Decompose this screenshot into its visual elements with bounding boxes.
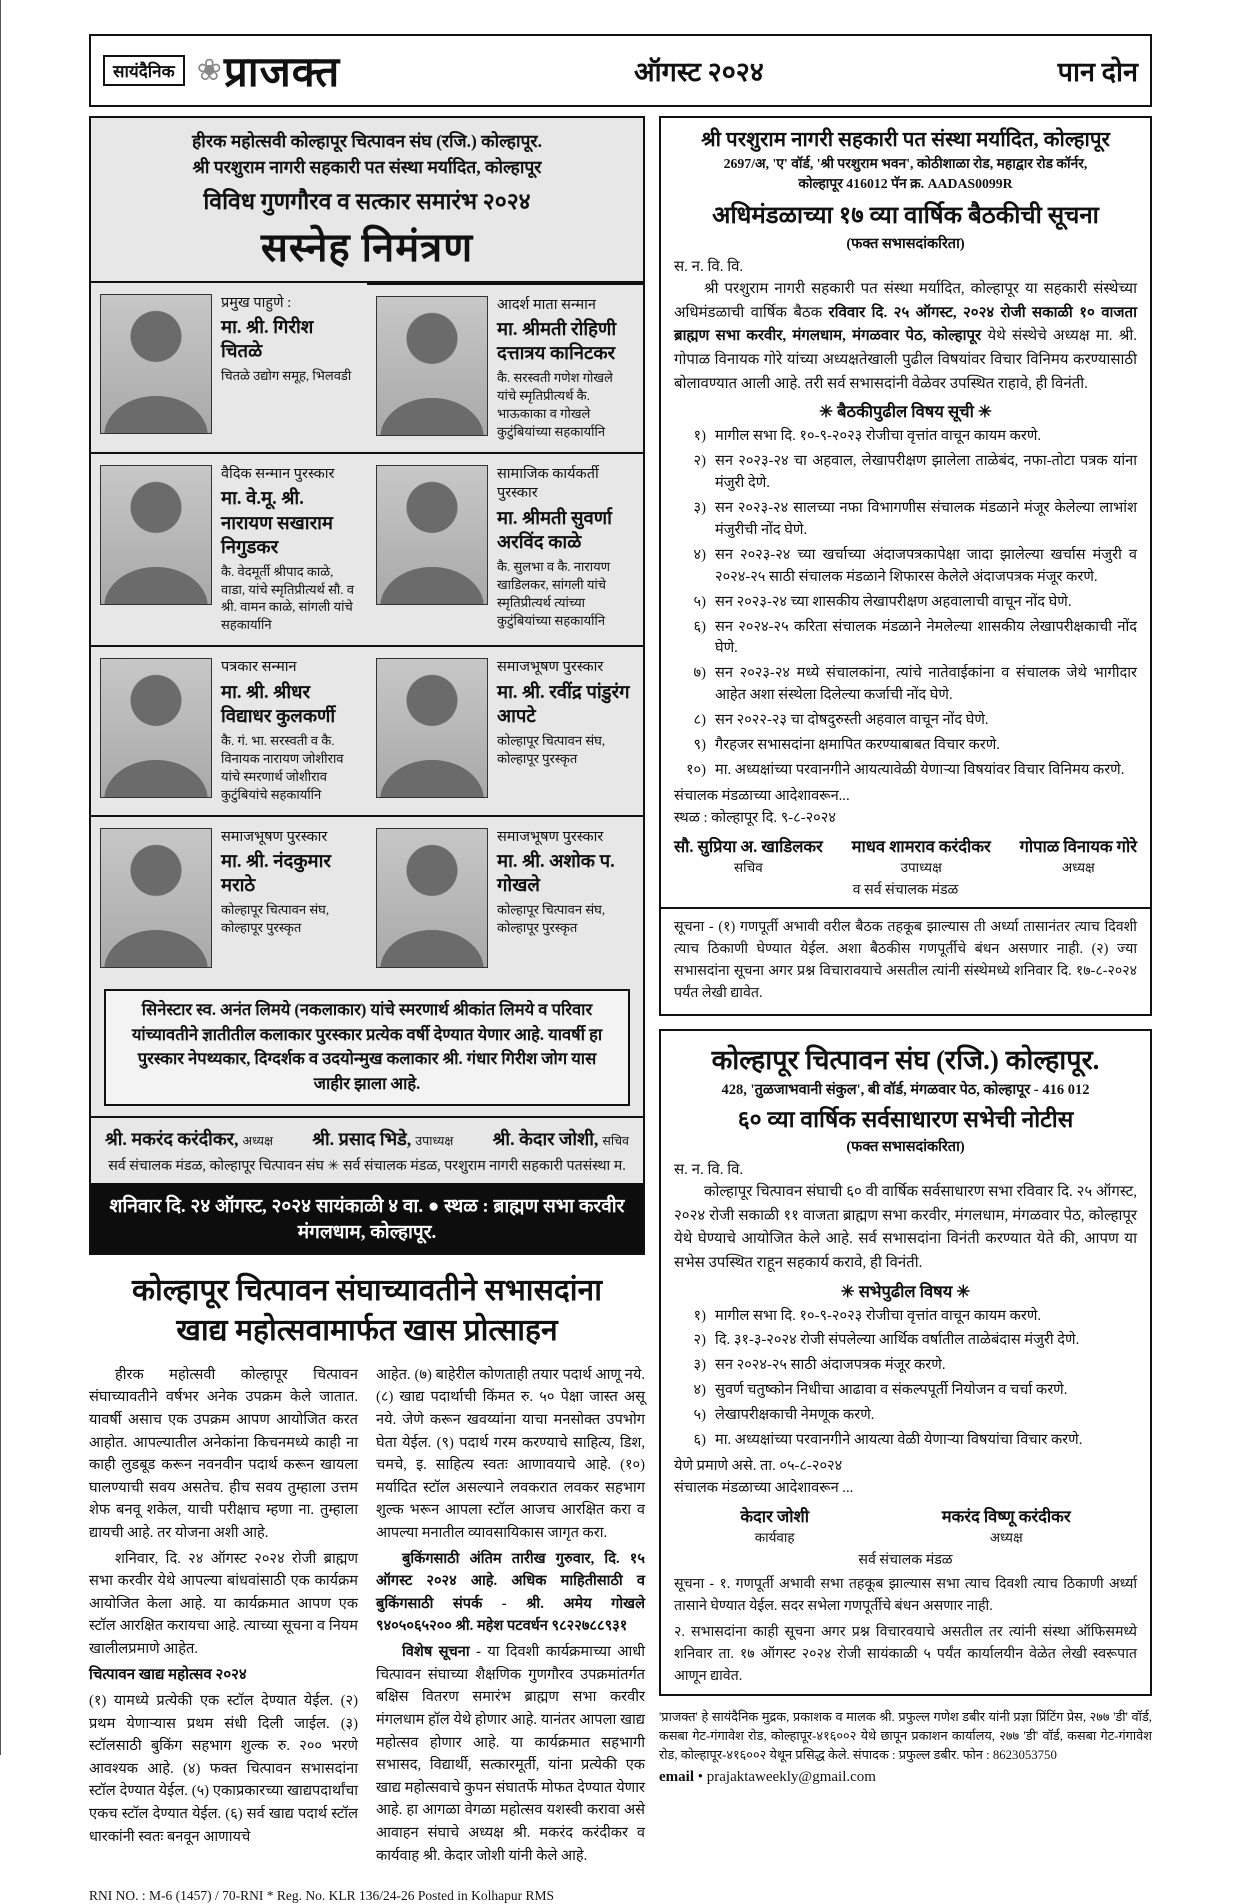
notice2-org: कोल्हापूर चित्पावन संघ (रजि.) कोल्हापूर. bbox=[711, 1044, 1100, 1075]
notice2-footnote-2: २. सभासदांना काही सूचना अगर प्रश्न विचारवयाचे असतील तर त्यांनी संस्था ऑफिसमध्ये शनिवार ता. १७ ऑगस्ट २०२४ रोजी सायंकाळी ५ पर्यंत कार्यालयीन वेळेत लेखी स्वरूपात आणून द्यावेत. bbox=[674, 1623, 1137, 1684]
special-note-label: विशेष सूचना - bbox=[402, 1644, 488, 1661]
honoree-entry bbox=[367, 452, 643, 645]
notice1-footnote: सूचना - (१) गणपूर्ती अभावी वरील बैठक तहकूब झाल्यास ती अर्ध्या तासानंतर त्याच दिवशी त्याच ठिकाणी घेण्यात येईल. अशा बैठकीस गणपूर्तीचे बंधन असणार नाही. (२) ज्या सभासदांना सूचना अगर प्रश्न विचारावयाचे असतील त्यांनी संस्थेमध्ये शनिवार दि. १७-८-२०२४ पर्यंत लेखी द्यावेत. bbox=[661, 907, 1150, 1007]
agenda-item-number: ६) bbox=[693, 1432, 706, 1449]
notice2-board-line: सर्व संचालक मंडळ bbox=[858, 1551, 953, 1568]
signatory-role: सचिव bbox=[734, 859, 763, 875]
agenda-item-number: ८) bbox=[693, 712, 706, 729]
email-bullet: • bbox=[697, 1769, 704, 1786]
agenda-item-text: दि. ३१-३-२०२४ रोजी संपलेल्या आर्थिक वर्षातील ताळेबंदास मंजुरी देणे. bbox=[715, 1332, 1080, 1349]
agenda-item-text: सन २०२२-२३ चा दोषदुरुस्ती अहवाल वाचून नोंद घेणे. bbox=[715, 712, 989, 729]
honoree-name: मा. श्रीमती सुवर्णा अरविंद काळे bbox=[497, 509, 612, 554]
article-special-note bbox=[376, 1641, 645, 1867]
article-paragraph: आहेत. (७) बाहेरील कोणताही तयार पदार्थ आणू नये. (८) खाद्य पदार्थाची किंमत रु. ५० पेक्षा जास्त असू नये. जेणे करून खवय्यांना याचा मनसोक्त उपभोग घेता येईल. (९) पदार्थ गरम करण्याचे साहित्य, डिश, चमचे, इ. साहित्य स्वतः आणावयाचे आहे. (१०) मर्यादित स्टॉल असल्याने लवकरात लवकर सहभाग शुल्क भरून आपला स्टॉल आजच आरक्षित करा व आपल्या मनातील व्यावसायिकास जागृत करा. bbox=[376, 1366, 645, 1542]
agenda-item bbox=[674, 735, 1137, 757]
agenda-item-text: मागील सभा दि. १०-९-२०२३ रोजीचा वृत्तांत वाचून कायम करणे. bbox=[715, 1307, 1042, 1324]
cinestar-award-note: सिनेस्टार स्व. अनंत लिमये (नकलाकार) यांचे स्मरणार्थ श्रीकांत लिमये व परिवार यांच्यावतीने ज्ञातीतील कलाकार पुरस्कार प्रत्येक वर्षी देण्यात येणार आहे. यावर्षी हा पुरस्कार नेपथ्यकार, दिग्दर्शक व उदयोन्मुख कलाकार श्री. गंधार गिरीश जोग यास जाहीर झाला आहे. bbox=[104, 989, 630, 1106]
signatory bbox=[942, 1504, 1071, 1546]
masthead bbox=[89, 34, 1152, 107]
email-address: prajaktaweekly@gmail.com bbox=[706, 1769, 876, 1786]
agenda-item-text: मा. अध्यक्षांच्या परवानगीने आयत्यावेळी येणाऱ्या विषयांवर विचार विनिमय करणे. bbox=[715, 761, 1125, 778]
food-festival-article bbox=[89, 1271, 645, 1870]
agenda-item-text: गैरहजर सभासदांना क्षमापित करण्याबाबत विचार करणे. bbox=[715, 737, 1000, 754]
signatory bbox=[674, 834, 823, 876]
agenda-item-text: सन २०२४-२५ साठी अंदाजपत्रक मंजूर करणे. bbox=[715, 1357, 946, 1374]
notice2-address: 428, 'तुळजाभवानी संकुल', बी वॉर्ड, मंगळवार पेठ, कोल्हापूर - 416 012 bbox=[721, 1081, 1090, 1098]
honoree-entry bbox=[91, 283, 367, 452]
honoree-award-title: समाजभूषण पुरस्कार bbox=[497, 659, 604, 676]
contact-email-line bbox=[659, 1769, 1152, 1786]
honoree-name: मा. वे.मू. श्री. नारायण सखाराम निगुडकर bbox=[221, 489, 333, 558]
publisher-imprint: 'प्राजक्त' हे सायंदैनिक मुद्रक, प्रकाशक व मालक श्री. प्रफुल्ल गणेश डबीर यांनी प्रज्ञा प्रिंटिंग प्रेस, २७७ 'डी' वॉर्ड, कसबा गेट-गंगावेश रोड, कोल्हापूर-४१६००२ येथे छापून प्रकाशन कार्यालय, २७७ 'डी' वॉर्ड, कसबा गेट-गंगावेश रोड, कोल्हापूर-४१६००२ येथून प्रसिद्ध केले. संपादक : प्रफुल्ल डबीर. फोन : 8623053750 bbox=[659, 1709, 1152, 1763]
article-columns bbox=[89, 1364, 645, 1870]
agenda-item-text: सन २०२४-२५ करिता संचालक मंडळाने नेमलेल्या शासकीय लेखापरीक्षकाची नोंद घेणे. bbox=[715, 618, 1137, 657]
honoree-award-title: समाजभूषण पुरस्कार bbox=[221, 828, 328, 845]
boards-line: सर्व संचालक मंडळ, कोल्हापूर चित्पावन संघ ✳ सर्व संचालक मंडळ, परशुराम नागरी सहकारी पतसंस्था म. bbox=[108, 1157, 626, 1174]
agenda-item bbox=[674, 545, 1137, 589]
left-column bbox=[89, 116, 645, 1904]
notice1-org: श्री परशुराम नागरी सहकारी पत संस्था मर्यादित, कोल्हापूर bbox=[701, 129, 1110, 151]
signatory-role: अध्यक्ष bbox=[1061, 859, 1095, 875]
agenda-item-number: ९) bbox=[693, 737, 706, 754]
agenda-item-number: १) bbox=[693, 428, 706, 445]
officer-name: श्री. प्रसाद भिडे, bbox=[312, 1128, 412, 1149]
agenda-item bbox=[674, 663, 1137, 707]
agenda-item-number: ४) bbox=[693, 1382, 706, 1399]
honoree-text bbox=[497, 658, 634, 803]
agenda-item-number: १) bbox=[693, 1307, 706, 1324]
agenda-item-text: सुवर्ण चतुष्कोन निधीचा आढावा व संकल्पपूर्ती नियोजन व चर्चा करणे. bbox=[715, 1382, 1068, 1399]
notice1-agenda-list bbox=[674, 426, 1137, 781]
honoree-name: मा. श्री. रवींद्र पांडुरंग आपटे bbox=[497, 682, 630, 727]
notice1-address-line2: कोल्हापूर 416012 पॅन क्र. AADAS0099R bbox=[798, 176, 1013, 192]
portrait-photo bbox=[100, 828, 212, 968]
newspaper-logo: प्राजक्त bbox=[223, 50, 341, 96]
agenda-item-number: ५) bbox=[693, 593, 706, 610]
agenda-item-text: सन २०२३-२४ मध्ये संचालकांना, त्यांचे नातेवाईकांना व संचालक जेथे भागीदार आहेत अशा संस्थेला दिलेल्या कर्जाची नोंद घेणे. bbox=[715, 665, 1137, 704]
agenda-item-text: मा. अध्यक्षांच्या परवानगीने आयत्या वेळी येणाऱ्या विषयांचा विचार करणे. bbox=[715, 1432, 1083, 1449]
agenda-item-text: सन २०२३-२४ चा अहवाल, लेखापरीक्षण झालेला ताळेबंद, नफा-तोटा पत्रक यांना मंजुरी देणे. bbox=[715, 453, 1137, 492]
honoree-detail: कै. सुलभा व कै. नारायण खाडिलकर, सांगली यांचे स्मृतिप्रीत्यर्थ त्यांच्या कुटुंबियांच्या सहकार्यानि bbox=[497, 559, 611, 628]
invitation-header bbox=[91, 118, 643, 283]
email-label: email bbox=[659, 1769, 694, 1786]
honoree-name: मा. श्रीमती रोहिणी दत्तात्रय कानिटकर bbox=[497, 320, 617, 365]
officer-role: अध्यक्ष bbox=[242, 1133, 273, 1148]
special-note-text: या दिवशी कार्यक्रमाच्या आधी चित्पावन संघाच्या शैक्षणिक गुणगौरव उपक्रमांतर्गत बक्षिस वितरण समारंभ ब्राह्मण सभा करवीर मंगलधाम हॉल येथे होणार आहे. यानंतर आपला खाद्य महोत्सव होणार आहे. या कार्यक्रमात सहभागी सभासद, विद्यार्थी, सत्कारमूर्ती, यांना प्रत्येकी एक खाद्य महोत्सवाचे कुपन संघातर्फे मोफत देण्यात येणार आहे. हा आगळा वेगळा महोत्सव यशस्वी करावा असे आवाहन संघाचे अध्यक्ष श्री. मकरंद करंदीकर व कार्यवाह श्री. केदार जोशी यांनी केले आहे. bbox=[376, 1644, 645, 1864]
article-column-1 bbox=[89, 1364, 358, 1870]
honoree-entry bbox=[367, 283, 643, 452]
notice1-place-date: स्थळ : कोल्हापूर दि. ९-८-२०२४ bbox=[674, 809, 836, 826]
honoree-text bbox=[497, 296, 634, 441]
notice2-date-line: येणे प्रमाणे असे. ता. ०५-८-२०२४ bbox=[674, 1457, 843, 1474]
agenda-item bbox=[674, 498, 1137, 542]
invitation-org-line1: हीरक महोत्सवी कोल्हापूर चित्पावन संघ (रजि.) कोल्हापूर. bbox=[192, 131, 542, 151]
officer bbox=[312, 1127, 453, 1151]
honoree-detail: चितळे उद्योग समूह, भिलवडी bbox=[221, 368, 352, 384]
honoree-detail: कोल्हापूर चित्पावन संघ, कोल्हापूर पुरस्कृत bbox=[497, 733, 606, 766]
honoree-text bbox=[221, 465, 358, 634]
portrait-photo bbox=[376, 658, 488, 798]
honoree-award-title: आदर्श माता सन्मान bbox=[497, 296, 596, 313]
article-booking-paragraph: बुकिंगसाठी अंतिम तारीख गुरुवार, दि. १५ ऑगस्ट २०२४ आहे. अधिक माहितीसाठी व बुकिंगसाठी संपर्क - श्री. अमेय गोखले ९४०५०६५२०० श्री. महेश पटवर्धन ९८२२७८८९३१ bbox=[376, 1550, 645, 1635]
notice2-salutation: स. न. वि. वि. bbox=[674, 1161, 744, 1178]
daily-label: सायंदैनिक bbox=[103, 55, 185, 86]
honoree-text bbox=[497, 465, 634, 634]
article-headline bbox=[89, 1271, 645, 1352]
officer-role: उपाध्यक्ष bbox=[415, 1133, 454, 1148]
notice1-intro-post: येथे संस्थेचे अध्यक्ष मा. श्री. गोपाळ विनायक गोरे यांच्या अध्यक्षतेखाली पुढील विषयांवर विचार विनिमय करण्यासाठी बोलावण्यात आली आहे. तरी सर्व सभासदांनी वेळेवर उपस्थित राहावे, ही विनंती. bbox=[674, 328, 1137, 392]
agenda-item-text: लेखापरीक्षकाची नेमणूक करणे. bbox=[715, 1407, 875, 1424]
honoree-award-title: पत्रकार सन्मान bbox=[221, 659, 297, 676]
honoree-award-title: प्रमुख पाहुणे : bbox=[221, 294, 292, 311]
honoree-award-title: वैदिक सन्मान पुरस्कार bbox=[221, 465, 335, 482]
portrait-photo bbox=[376, 296, 488, 436]
notice1-intro bbox=[674, 278, 1137, 396]
portrait-photo bbox=[100, 465, 212, 605]
notice2-signatories bbox=[674, 1504, 1137, 1546]
portrait-photo bbox=[376, 465, 488, 605]
notice1-board-line: व सर्व संचालक मंडळ bbox=[852, 881, 959, 898]
signatory-name: मकरंद विष्णू करंदीकर bbox=[941, 1506, 1071, 1526]
signatory-name: माधव शामराव करंदीकर bbox=[851, 836, 991, 856]
article-paragraph: हीरक महोत्सवी कोल्हापूर चित्पावन संघाच्यावतीने वर्षभर अनेक उपक्रम केले जातात. यावर्षी असाच एक उपक्रम आपण आयोजित करत आहोत. आपल्यातील अनेकांना किचनमध्ये काही ना काही लुडबूड करून नवनवीन पदार्थ करून खायला घालण्याची सवय असतेच. हीच सवय तुम्हाला उत्तम शेफ बनवू शकेल, याची परीक्षाच म्हणा ना. तुम्हाला द्यायची आहे. तर योजना अशी आहे. bbox=[89, 1366, 358, 1542]
edition-date: ऑगस्ट २०२४ bbox=[634, 57, 764, 87]
agenda-item-number: २) bbox=[693, 453, 706, 470]
agenda-item bbox=[674, 710, 1137, 732]
agenda-item bbox=[674, 1306, 1137, 1328]
officer bbox=[105, 1127, 273, 1151]
agenda-item-number: ३) bbox=[693, 1357, 706, 1374]
honoree-detail: कोल्हापूर चित्पावन संघ, कोल्हापूर पुरस्कृत bbox=[221, 902, 330, 936]
notice2-intro: कोल्हापूर चित्पावन संघाची ६० वी वार्षिक सर्वसाधारण सभा रविवार दि. २५ ऑगस्ट, २०२४ रोजी सकाळी ११ वाजता ब्राह्मण सभा करवीर, मंगलधाम, मंगळवार पेठ, कोल्हापूर येथे घेण्याचे आयोजित केले आहे. सर्व सभासदांना विनंती करण्यात येते की, आपण या सभेस उपस्थित राहून सहकार्य करावे, ही विनंती. bbox=[674, 1183, 1137, 1271]
notice1-title: अधिमंडळाच्या १७ व्या वार्षिक बैठकीची सूचना bbox=[712, 203, 1099, 230]
agenda-item-text: सन २०२३-२४ च्या शासकीय लेखापरीक्षण अहवालाची वाचून नोंद घेणे. bbox=[715, 593, 1072, 610]
invitation-box bbox=[89, 116, 645, 1255]
agenda-item-number: ४) bbox=[693, 546, 706, 563]
notice2-footnote-1: सूचना - १. गणपूर्ती अभावी सभा तहकूब झाल्यास सभा त्याच दिवशी त्याच ठिकाणी अर्ध्या तासाने घेण्यात येईल. सदर सभेला गणपूर्तीचे बंधन असणार नाही. bbox=[674, 1575, 1137, 1614]
notice1-agenda-title: ✳ बैठकीपुढील विषय सूची ✳ bbox=[819, 402, 992, 422]
invitation-event-line: विविध गुणगौरव व सत्कार समारंभ २०२४ bbox=[203, 188, 531, 214]
flower-icon: ❀ bbox=[196, 53, 222, 87]
agenda-item bbox=[674, 1380, 1137, 1402]
honoree-name: मा. श्री. अशोक प. गोखले bbox=[497, 852, 615, 897]
honoree-detail: कै. गं. भा. सरस्वती व कै. विनायक नारायण जोशीराव यांचे स्मरणार्थ जोशीराव कुटुंबियांचे सहकार्यानि bbox=[221, 733, 344, 802]
agenda-item bbox=[674, 1405, 1137, 1427]
invitation-org-line2: श्री परशुराम नागरी सहकारी पत संस्था मर्यादित, कोल्हापूर bbox=[192, 157, 542, 178]
signatory bbox=[740, 1504, 809, 1546]
signatory-name: सौ. सुप्रिया अ. खाडिलकर bbox=[674, 836, 823, 856]
agenda-item-number: ३) bbox=[693, 500, 706, 517]
honoree-detail: कै. सरस्वती गणेश गोखले यांचे स्मृतिप्रीत्यर्थ कै. भाऊकाका व गोखले कुटुंबियांच्या सहकार्यानि bbox=[497, 370, 613, 439]
honoree-entry bbox=[91, 645, 367, 814]
agenda-item-text: सन २०२३-२४ सालच्या नफा विभागणीस संचालक मंडळाने मंजूर केलेल्या लाभांश मंजुरीची नोंद घेणे. bbox=[715, 500, 1137, 539]
article-paragraph: शनिवार, दि. २४ ऑगस्ट २०२४ रोजी ब्राह्मण सभा करवीर येथे आपल्या बांधवांसाठी एक कार्यक्रम आयोजित केला आहे. या कार्यक्रमात आपण एक स्टॉल आरक्षित करायचा आहे. त्याच्या सूचना व नियम खालीलप्रमाणे आहेत. bbox=[89, 1550, 358, 1658]
notice1-intro-bold: रविवार दि. २५ ऑगस्ट, २०२४ रोजी सकाळी १० वाजता ब्राह्मण सभा करवीर, मंगलधाम, मंगळवार पेठ, कोल्हापूर bbox=[674, 304, 1137, 345]
honoree-text bbox=[221, 294, 358, 441]
signatory-role: अध्यक्ष bbox=[989, 1529, 1023, 1545]
honoree-entry bbox=[91, 452, 367, 645]
honoree-entry bbox=[91, 815, 367, 979]
honoree-name: मा. श्री. गिरीश चितळे bbox=[221, 318, 314, 363]
signatory-name: गोपाळ विनायक गोरे bbox=[1019, 836, 1137, 856]
agenda-item bbox=[674, 617, 1137, 661]
honoree-name: मा. श्री. श्रीधर विद्याधर कुलकर्णी bbox=[221, 682, 336, 727]
agenda-item-text: सन २०२३-२४ च्या खर्चाच्या अंदाजपत्रकापेक्षा जादा झालेल्या खर्चास मंजुरी व २०२४-२५ साठी संचालक मंडळाने शिफारस केलेले अंदाजपत्रक मंजूर करणे. bbox=[715, 546, 1137, 585]
notice2-agenda-title: ✳ सभेपुढील विषय ✳ bbox=[840, 1281, 971, 1301]
article-subhead: चित्पावन खाद्य महोत्सव २०२४ bbox=[89, 1666, 247, 1683]
honoree-text bbox=[221, 828, 358, 968]
notice2-title: ६० व्या वार्षिक सर्वसाधारण सभेची नोटीस bbox=[737, 1106, 1074, 1132]
agenda-item-number: २) bbox=[693, 1332, 706, 1349]
honoree-award-title: सामाजिक कार्यकर्ती पुरस्कार bbox=[497, 465, 599, 502]
honoree-award-title: समाजभूषण पुरस्कार bbox=[497, 828, 604, 845]
officer-role: सचिव bbox=[602, 1133, 629, 1148]
article-headline-line1: कोल्हापूर चित्पावन संघाच्यावतीने सभासदांना bbox=[132, 1273, 602, 1307]
portrait-photo bbox=[100, 294, 212, 434]
page-body bbox=[89, 116, 1152, 1904]
officer bbox=[493, 1127, 629, 1151]
notice1-intro-pre: श्री परशुराम नागरी सहकारी पत संस्था मर्यादित, कोल्हापूर या सहकारी संस्थेच्या अधिमंडळाची वार्षिक बैठक bbox=[674, 281, 1137, 321]
honoree-entry bbox=[367, 815, 643, 979]
signatory-name: केदार जोशी bbox=[740, 1506, 809, 1526]
credit-society-meeting-notice bbox=[659, 116, 1152, 1016]
portrait-photo bbox=[376, 828, 488, 968]
agenda-item bbox=[674, 592, 1137, 614]
agenda-item bbox=[674, 1430, 1137, 1452]
article-paragraph: (१) यामध्ये प्रत्येकी एक स्टॉल देण्यात येईल. (२) प्रथम येणाऱ्यास प्रथम संधी दिली जाईल. (३) स्टॉलसाठी बुकिंग सहभाग शुल्क रु. २०० भरणे आवश्यक आहे. (४) फक्त चित्पावन सभासदांना स्टॉल देण्यात येईल. (५) एकाप्रकारच्या खाद्यपदार्थांचा एकच स्टॉल देण्यात येईल. (६) सर्व खाद्य पदार्थ स्टॉल धारकांनी स्वतः बनवून आणायचे bbox=[89, 1692, 358, 1845]
notice2-agenda-list bbox=[674, 1306, 1137, 1452]
officers-section bbox=[91, 1116, 643, 1183]
notice2-order-line: संचालक मंडळाच्या आदेशावरून ... bbox=[674, 1479, 854, 1496]
notice1-address-line1: 2697/अ, 'ए' वॉर्ड, 'श्री परशुराम भवन', कोठीशाळा रोड, महाद्वार रोड कॉर्नर, bbox=[723, 155, 1088, 171]
officer-name: श्री. मकरंद करंदीकर, bbox=[105, 1128, 239, 1149]
agenda-item bbox=[674, 1355, 1137, 1377]
portrait-photo bbox=[100, 658, 212, 798]
officer-name: श्री. केदार जोशी, bbox=[492, 1128, 599, 1149]
rni-registration-line: RNI NO. : M-6 (1457) / 70-RNI * Reg. No. KLR 136/24-26 Posted in Kolhapur RMS bbox=[89, 1888, 554, 1904]
agenda-item bbox=[674, 760, 1137, 782]
agenda-item-number: १०) bbox=[685, 761, 706, 778]
agenda-item bbox=[674, 1330, 1137, 1352]
notice1-signatories bbox=[674, 834, 1137, 876]
signatory-role: कार्यवाह bbox=[754, 1529, 795, 1545]
notice1-order-line: संचालक मंडळाच्या आदेशावरून... bbox=[674, 787, 850, 804]
article-headline-line2: खाद्य महोत्सवामार्फत खास प्रोत्साहन bbox=[176, 1314, 558, 1348]
signatory bbox=[852, 834, 991, 876]
honoree-text bbox=[221, 658, 358, 803]
page-number-label: पान दोन bbox=[1057, 57, 1138, 87]
event-schedule-bar: शनिवार दि. २४ ऑगस्ट, २०२४ सायंकाळी ४ वा. ● स्थळ : ब्राह्मण सभा करवीर मंगलधाम, कोल्हापूर. bbox=[91, 1183, 643, 1253]
honoree-detail: कै. वेदमूर्ती श्रीपाद काळे, वाडा, यांचे स्मृतिप्रीत्यर्थ सौ. व श्री. वामन काळे, सांगली यांचे सहकार्यानि bbox=[221, 563, 354, 633]
signatory-role: उपाध्यक्ष bbox=[900, 859, 942, 875]
agenda-item-number: ६) bbox=[693, 618, 706, 635]
invitation-title: सस्नेह निमंत्रण bbox=[260, 224, 474, 270]
notice1-salutation: स. न. वि. वि. bbox=[674, 259, 744, 276]
honoree-text bbox=[497, 828, 634, 968]
agenda-item bbox=[674, 426, 1137, 448]
honoree-detail: कोल्हापूर चित्पावन संघ, कोल्हापूर पुरस्कृत bbox=[497, 902, 606, 936]
agenda-item-number: ७) bbox=[693, 665, 706, 682]
notice2-subtitle: (फक्त सभासदांकरिता) bbox=[846, 1138, 965, 1155]
notice1-subtitle: (फक्त सभासदांकरिता) bbox=[846, 236, 965, 253]
officers-row bbox=[105, 1127, 629, 1151]
honoree-grid bbox=[91, 283, 643, 979]
article-column-2 bbox=[376, 1364, 645, 1870]
right-column bbox=[659, 116, 1152, 1904]
honoree-entry bbox=[367, 645, 643, 814]
agenda-item bbox=[674, 451, 1137, 495]
signatory bbox=[1020, 834, 1137, 876]
agenda-item-number: ५) bbox=[693, 1407, 706, 1424]
honoree-name: मा. श्री. नंदकुमार मराठे bbox=[221, 852, 331, 897]
agenda-item-text: मागील सभा दि. १०-९-२०२३ रोजीचा वृत्तांत वाचून कायम करणे. bbox=[715, 428, 1042, 445]
chitpavan-sangh-agm-notice bbox=[659, 1029, 1152, 1696]
